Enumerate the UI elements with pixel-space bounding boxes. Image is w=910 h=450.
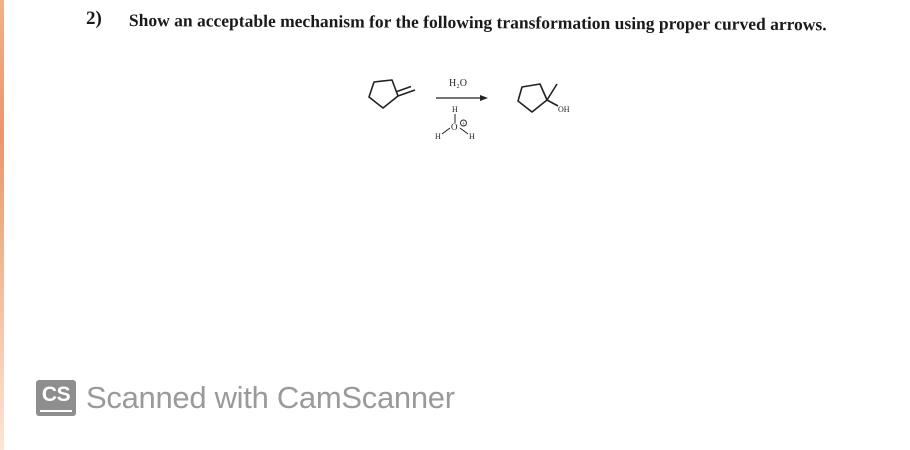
reagent-water: H₂O	[449, 78, 467, 89]
hydroxyl-bond	[547, 100, 558, 106]
cyclopentane-ring	[369, 80, 398, 108]
hydroxyl-label: OH	[558, 105, 570, 114]
reactant-methylenecyclopentane	[369, 80, 415, 108]
methyl-bond	[547, 84, 557, 100]
hydronium-h-left: H	[435, 132, 441, 141]
reaction-drawing	[360, 68, 600, 148]
product-methylcyclopentanol	[518, 84, 558, 112]
positive-charge-sign: +	[461, 121, 466, 128]
hydronium-h-right: H	[469, 132, 475, 141]
camscanner-logo-icon	[36, 380, 76, 416]
reaction-arrow	[436, 95, 488, 101]
reaction-scheme	[360, 68, 600, 148]
hydronium-h-top: H	[452, 105, 458, 114]
camscanner-logo-text: CS	[41, 383, 71, 406]
exocyclic-double-bond-second-line	[397, 87, 411, 92]
hydronium-oxygen: O	[451, 122, 458, 132]
question-number: 2)	[86, 8, 102, 29]
question-text: Show an acceptable mechanism for the following transformation using proper curved arrows.	[128, 10, 827, 35]
camscanner-watermark	[36, 378, 455, 418]
watermark-text: Scanned with CamScanner	[86, 380, 455, 415]
page-edge-shadow	[0, 0, 4, 450]
hydronium-catalyst	[435, 105, 475, 141]
product-cyclopentane-ring	[518, 84, 547, 112]
